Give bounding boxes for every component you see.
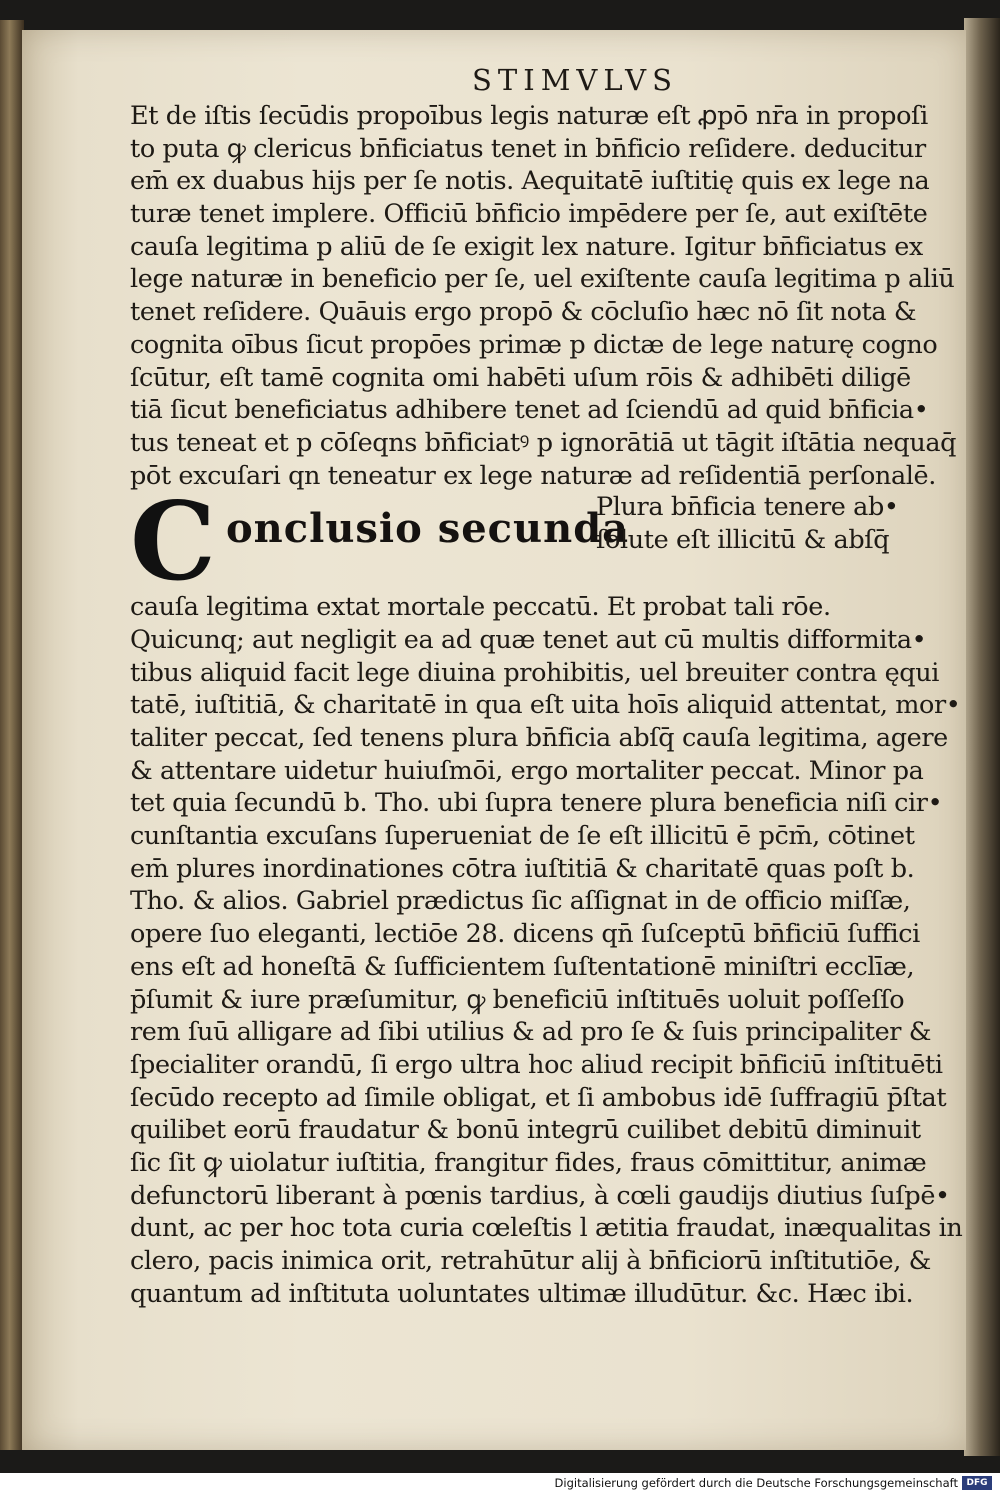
text-line: tenet reſidere. Quāuis ergo propō & cōcluſio hæc nō ſit nota & [130, 297, 917, 328]
text-line: em̄ ex duabus hijs per ſe notis. Aequitatē iuſtitię quis ex lege na [130, 166, 930, 197]
footer-credit: Digitalisierung gefördert durch die Deutsche Forschungsgemeinschaft [554, 1476, 958, 1490]
text-line: tus teneat et p cōſeqns bn̄ficiatꝰ p ignorātiā ut tāgit iſtātia nequaq̄ [130, 427, 957, 458]
text-line: Tho. & alios. Gabriel prædictus ſic aſſignat in de officio miſſæ, [130, 886, 911, 917]
text-line: to puta ꝙ clericus bn̄ficiatus tenet in bn̄ficio reſidere. deducitur [130, 133, 926, 164]
book-spine [0, 20, 24, 1450]
text-line: tet quia ſecundū b. Tho. ubi ſupra tenere plura beneficia niſi cir• [130, 788, 943, 819]
text-line: Plura bn̄ficia tenere ab• [596, 492, 899, 523]
text-line: cauſa legitima extat mortale peccatū. Et probat tali rōe. [130, 592, 831, 623]
paragraph-1 [130, 100, 957, 492]
text-line: ſpecialiter orandū, ſi ergo ultra hoc aliud recipit bn̄ficiū inſtituēti [130, 1049, 943, 1080]
text-line: defunctorū liberant à pœnis tardius, à cœli gaudijs diutius ſuſpē• [130, 1180, 950, 1211]
text-line: quantum ad inſtituta uoluntates ultimæ illudūtur. &c. Hæc ibi. [130, 1278, 914, 1309]
page-edge [964, 18, 1000, 1456]
text-line: lege naturæ in beneficio per ſe, uel exiſtente cauſa legitima p aliū [130, 264, 955, 295]
text-line: clero, pacis inimica orit, retrahūtur alij à bn̄ficiorū inſtitutiōe, & [130, 1246, 931, 1276]
text-line: ſolute eſt illicitū & abſq̄ [596, 524, 890, 555]
text-line: ſic ſit ꝙ uiolatur iuſtitia, frangitur fides, fraus cōmittitur, animæ [130, 1147, 927, 1178]
text-line: turæ tenet implere. Officiū bn̄ficio impēdere per ſe, aut exiſtēte [130, 199, 928, 230]
text-line: cauſa legitima p aliū de ſe exigit lex nature. Igitur bn̄ficiatus ex [130, 231, 923, 262]
text-line: p̄ſumit & iure præſumitur, ꝙ beneficiū inſtituēs uoluit poſſeſſo [130, 984, 905, 1015]
text-line: tibus aliquid facit lege diuina prohibitis, uel breuiter contra ęqui [130, 657, 939, 688]
text-line: taliter peccat, ſed tenens plura bn̄ficia abſq̄ cauſa legitima, agere [130, 723, 948, 753]
text-line: em̄ plures inordinationes cōtra iuſtitiā & charitatē quas poſt b. [130, 853, 915, 884]
dfg-logo-icon: DFG [962, 1476, 992, 1490]
paragraph-2 [130, 591, 963, 1310]
text-line: Et de iſtis ſecūdis propoībus legis naturæ eſt ꝓpō nr̄a in propoſi [130, 101, 928, 131]
text-line: Quicunq; aut negligit ea ad quæ tenet aut cū multis difformita• [130, 624, 927, 655]
text-line: tiā ſicut beneficiatus adhibere tenet ad ſciendū ad quid bn̄ficia• [130, 395, 929, 426]
digitization-footer [0, 1473, 1000, 1494]
book-page [22, 30, 966, 1450]
text-line: quilibet eorū fraudatur & bonū integrū cuilibet debitū diminuit [130, 1115, 921, 1146]
text-block [130, 60, 963, 1310]
conclusion-heading [130, 479, 940, 606]
text-line: dunt, ac per hoc tota curia cœleſtis l ætitia fraudat, inæqualitas in [130, 1213, 963, 1244]
text-line: cognita oībus ſicut propōes primæ p dictæ de lege naturę cogno [130, 329, 938, 360]
decorated-initial: C [130, 479, 216, 606]
text-line: rem ſuū alligare ad ſibi utilius & ad pro ſe & ſuis principaliter & [130, 1017, 932, 1048]
heading-title: onclusio secunda [226, 505, 630, 553]
text-line: ens eſt ad honeſtā & ſufficientem ſuſtentationē miniſtri ecclīæ, [130, 951, 915, 982]
text-line: tatē, iuſtitiā, & charitatē in qua eſt uita hoīs aliquid attentat, mor• [130, 690, 961, 721]
text-line: & attentare uidetur huiuſmōi, ergo mortaliter peccat. Minor pa [130, 755, 924, 786]
running-head: STIMVLVS [472, 63, 678, 97]
text-line: opere ſuo eleganti, lectiōe 28. dicens qn̄ ſuſceptū bn̄ficiū ſuffici [130, 919, 920, 950]
text-line: pōt excuſari qn teneatur ex lege naturæ ad reſidentiā perſonalē. [130, 460, 936, 491]
text-line: ſcūtur, eſt tamē cognita omi habēti uſum rōis & adhibēti diligē [130, 362, 911, 393]
heading-side-text [596, 491, 956, 556]
text-line: ſecūdo recepto ad ſimile obligat, et ſi ambobus idē ſuffragiū p̄ſtat [130, 1082, 947, 1113]
text-line: cunſtantia excuſans ſuperueniat de ſe eſt illicitū ē pc̄m̄, cōtinet [130, 821, 915, 852]
